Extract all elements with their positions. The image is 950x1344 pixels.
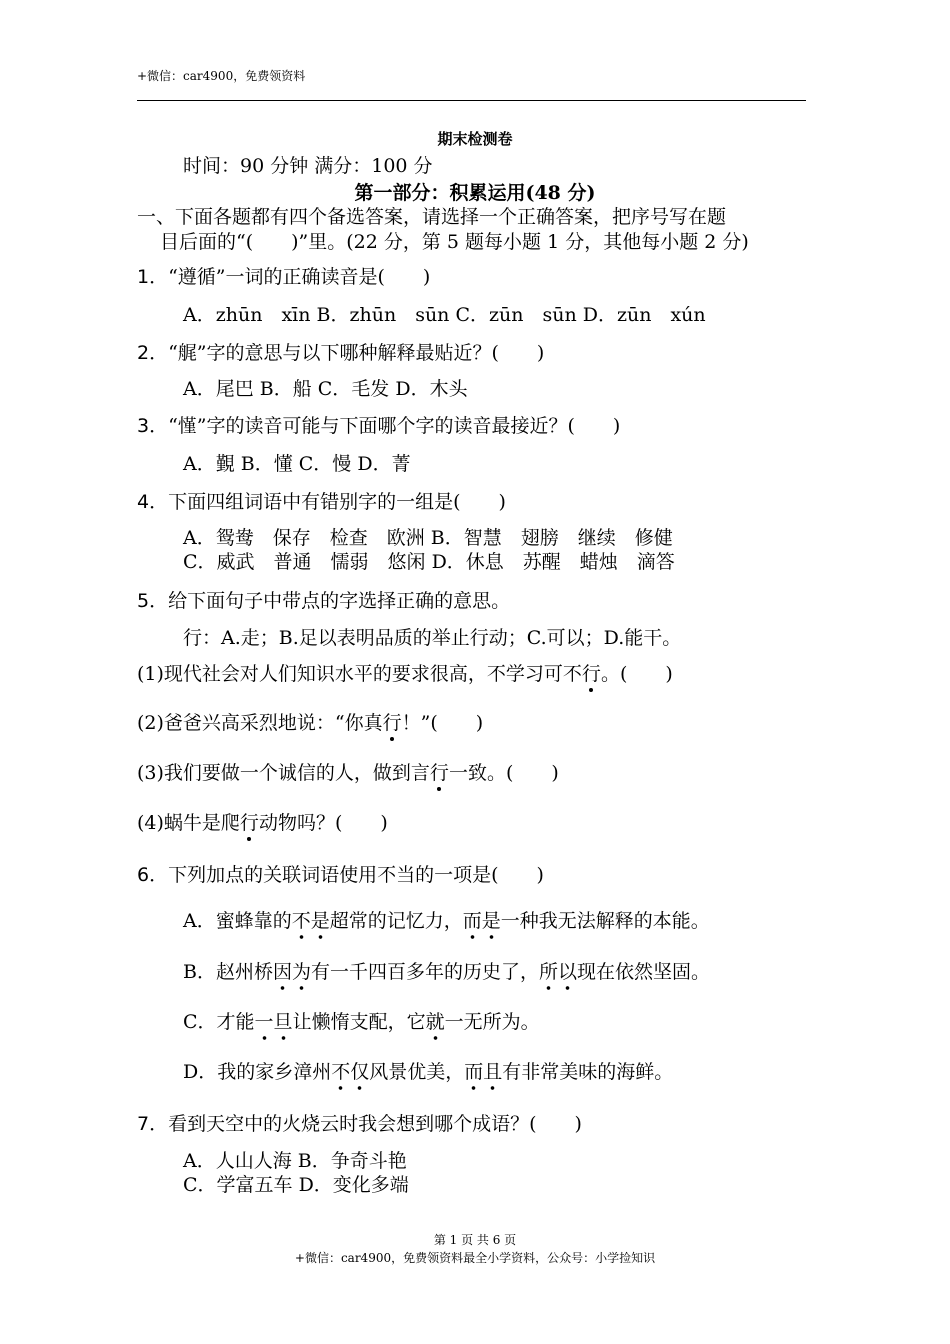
question-text: 看到天空中的火烧云时我会想到哪个成语？( ) [168, 1113, 582, 1135]
dotted-word: 所以 [539, 957, 577, 991]
dotted-word: 不仅 [331, 1057, 369, 1091]
dotted-char: 行 [582, 659, 601, 686]
part-heading: 第一部分：积累运用(48 分) [354, 182, 596, 204]
question-text: 下列加点的关联词语使用不当的一项是( ) [168, 864, 544, 886]
question-2-options: A．尾巴 B．船 C．毛发 D．木头 [183, 378, 468, 400]
dotted-word: 一旦 [255, 1007, 293, 1041]
question-3 [137, 411, 620, 438]
document-title: 期末检测卷 [437, 130, 513, 148]
question-4 [137, 487, 506, 514]
question-number: 2． [137, 342, 169, 364]
question-3-options: A．覲 B．懂 C．慢 D．菁 [183, 453, 411, 475]
question-6-option-b: B．赵州桥因为有一千四百多年的历史了，所以现在依然坚固。 [183, 957, 710, 984]
question-1-options: A．zhūn xīn B．zhūn sūn C．zūn sūn D．zūn xún [183, 304, 706, 326]
question-text: “艉”字的意思与以下哪种解释最贴近？( ) [168, 342, 545, 364]
exam-meta: 时间：90 分钟 满分：100 分 [183, 155, 433, 177]
dotted-word: 因为 [273, 957, 311, 991]
question-5-sentence-1: (1)现代社会对人们知识水平的要求很高，不学习可不行。( ) [137, 659, 673, 686]
question-text: “遵循”一词的正确读音是( ) [168, 266, 431, 288]
dotted-word: 就 [426, 1007, 445, 1041]
question-7-options-row2: C．学富五车 D．变化多端 [183, 1174, 409, 1196]
dotted-char: 行 [240, 808, 259, 835]
question-text: 给下面句子中带点的字选择正确的意思。 [168, 590, 511, 612]
section-instruction-line1: 一、下面各题都有四个备选答案，请选择一个正确答案，把序号写在题 [137, 206, 727, 228]
dotted-char: 行 [383, 708, 402, 735]
question-6-option-d: D．我的家乡漳州不仅风景优美，而且有非常美味的海鲜。 [183, 1057, 673, 1084]
header-divider [137, 100, 806, 101]
page-number: 第 1 页 共 6 页 [433, 1233, 517, 1247]
question-2 [137, 338, 544, 365]
question-text: 下面四组词语中有错别字的一组是( ) [168, 491, 506, 513]
question-5-sentence-2: (2)爸爸兴高采烈地说：“你真行！”( ) [137, 708, 483, 735]
question-number: 5． [137, 590, 169, 612]
dotted-char: 行 [430, 758, 449, 785]
question-4-options-row2: C．威武 普通 懦弱 悠闲 D．休息 苏醒 蜡烛 滴答 [183, 551, 675, 573]
dotted-word: 而且 [464, 1057, 502, 1091]
question-4-options-row1: A．鸳鸯 保存 检查 欧洲 B．智慧 翅膀 继续 修健 [183, 527, 673, 549]
question-number: 1． [137, 266, 169, 288]
question-5 [137, 586, 510, 613]
dotted-word: 不是 [292, 906, 330, 940]
header-watermark: +微信：car4900，免费领资料 [137, 69, 306, 83]
question-text: “慬”字的读音可能与下面哪个字的读音最接近？( ) [168, 415, 621, 437]
footer-watermark: +微信：car4900，免费领资料最全小学资料，公众号：小学捡知识 [294, 1251, 656, 1265]
question-5-meanings: 行：A.走；B.足以表明品质的举止行动；C.可以；D.能干。 [183, 627, 682, 649]
question-5-sentence-4: (4)蜗牛是爬行动物吗？( ) [137, 808, 388, 835]
question-6-option-c: C．才能一旦让懒惰支配，它就一无所为。 [183, 1007, 540, 1034]
question-7 [137, 1109, 582, 1136]
dotted-word: 而是 [463, 906, 501, 940]
question-number: 6． [137, 864, 169, 886]
section-instruction-line2: 目后面的“( )”里。(22 分，第 5 题每小题 1 分，其他每小题 2 分) [160, 231, 749, 253]
question-number: 4． [137, 491, 169, 513]
question-5-sentence-3: (3)我们要做一个诚信的人，做到言行一致。( ) [137, 758, 559, 785]
question-6-option-a: A．蜜蜂靠的不是超常的记忆力，而是一种我无法解释的本能。 [183, 906, 710, 933]
question-number: 7． [137, 1113, 169, 1135]
question-number: 3． [137, 415, 169, 437]
question-6 [137, 860, 544, 887]
question-1 [137, 262, 430, 289]
question-7-options-row1: A．人山人海 B．争奇斗艳 [183, 1150, 407, 1172]
